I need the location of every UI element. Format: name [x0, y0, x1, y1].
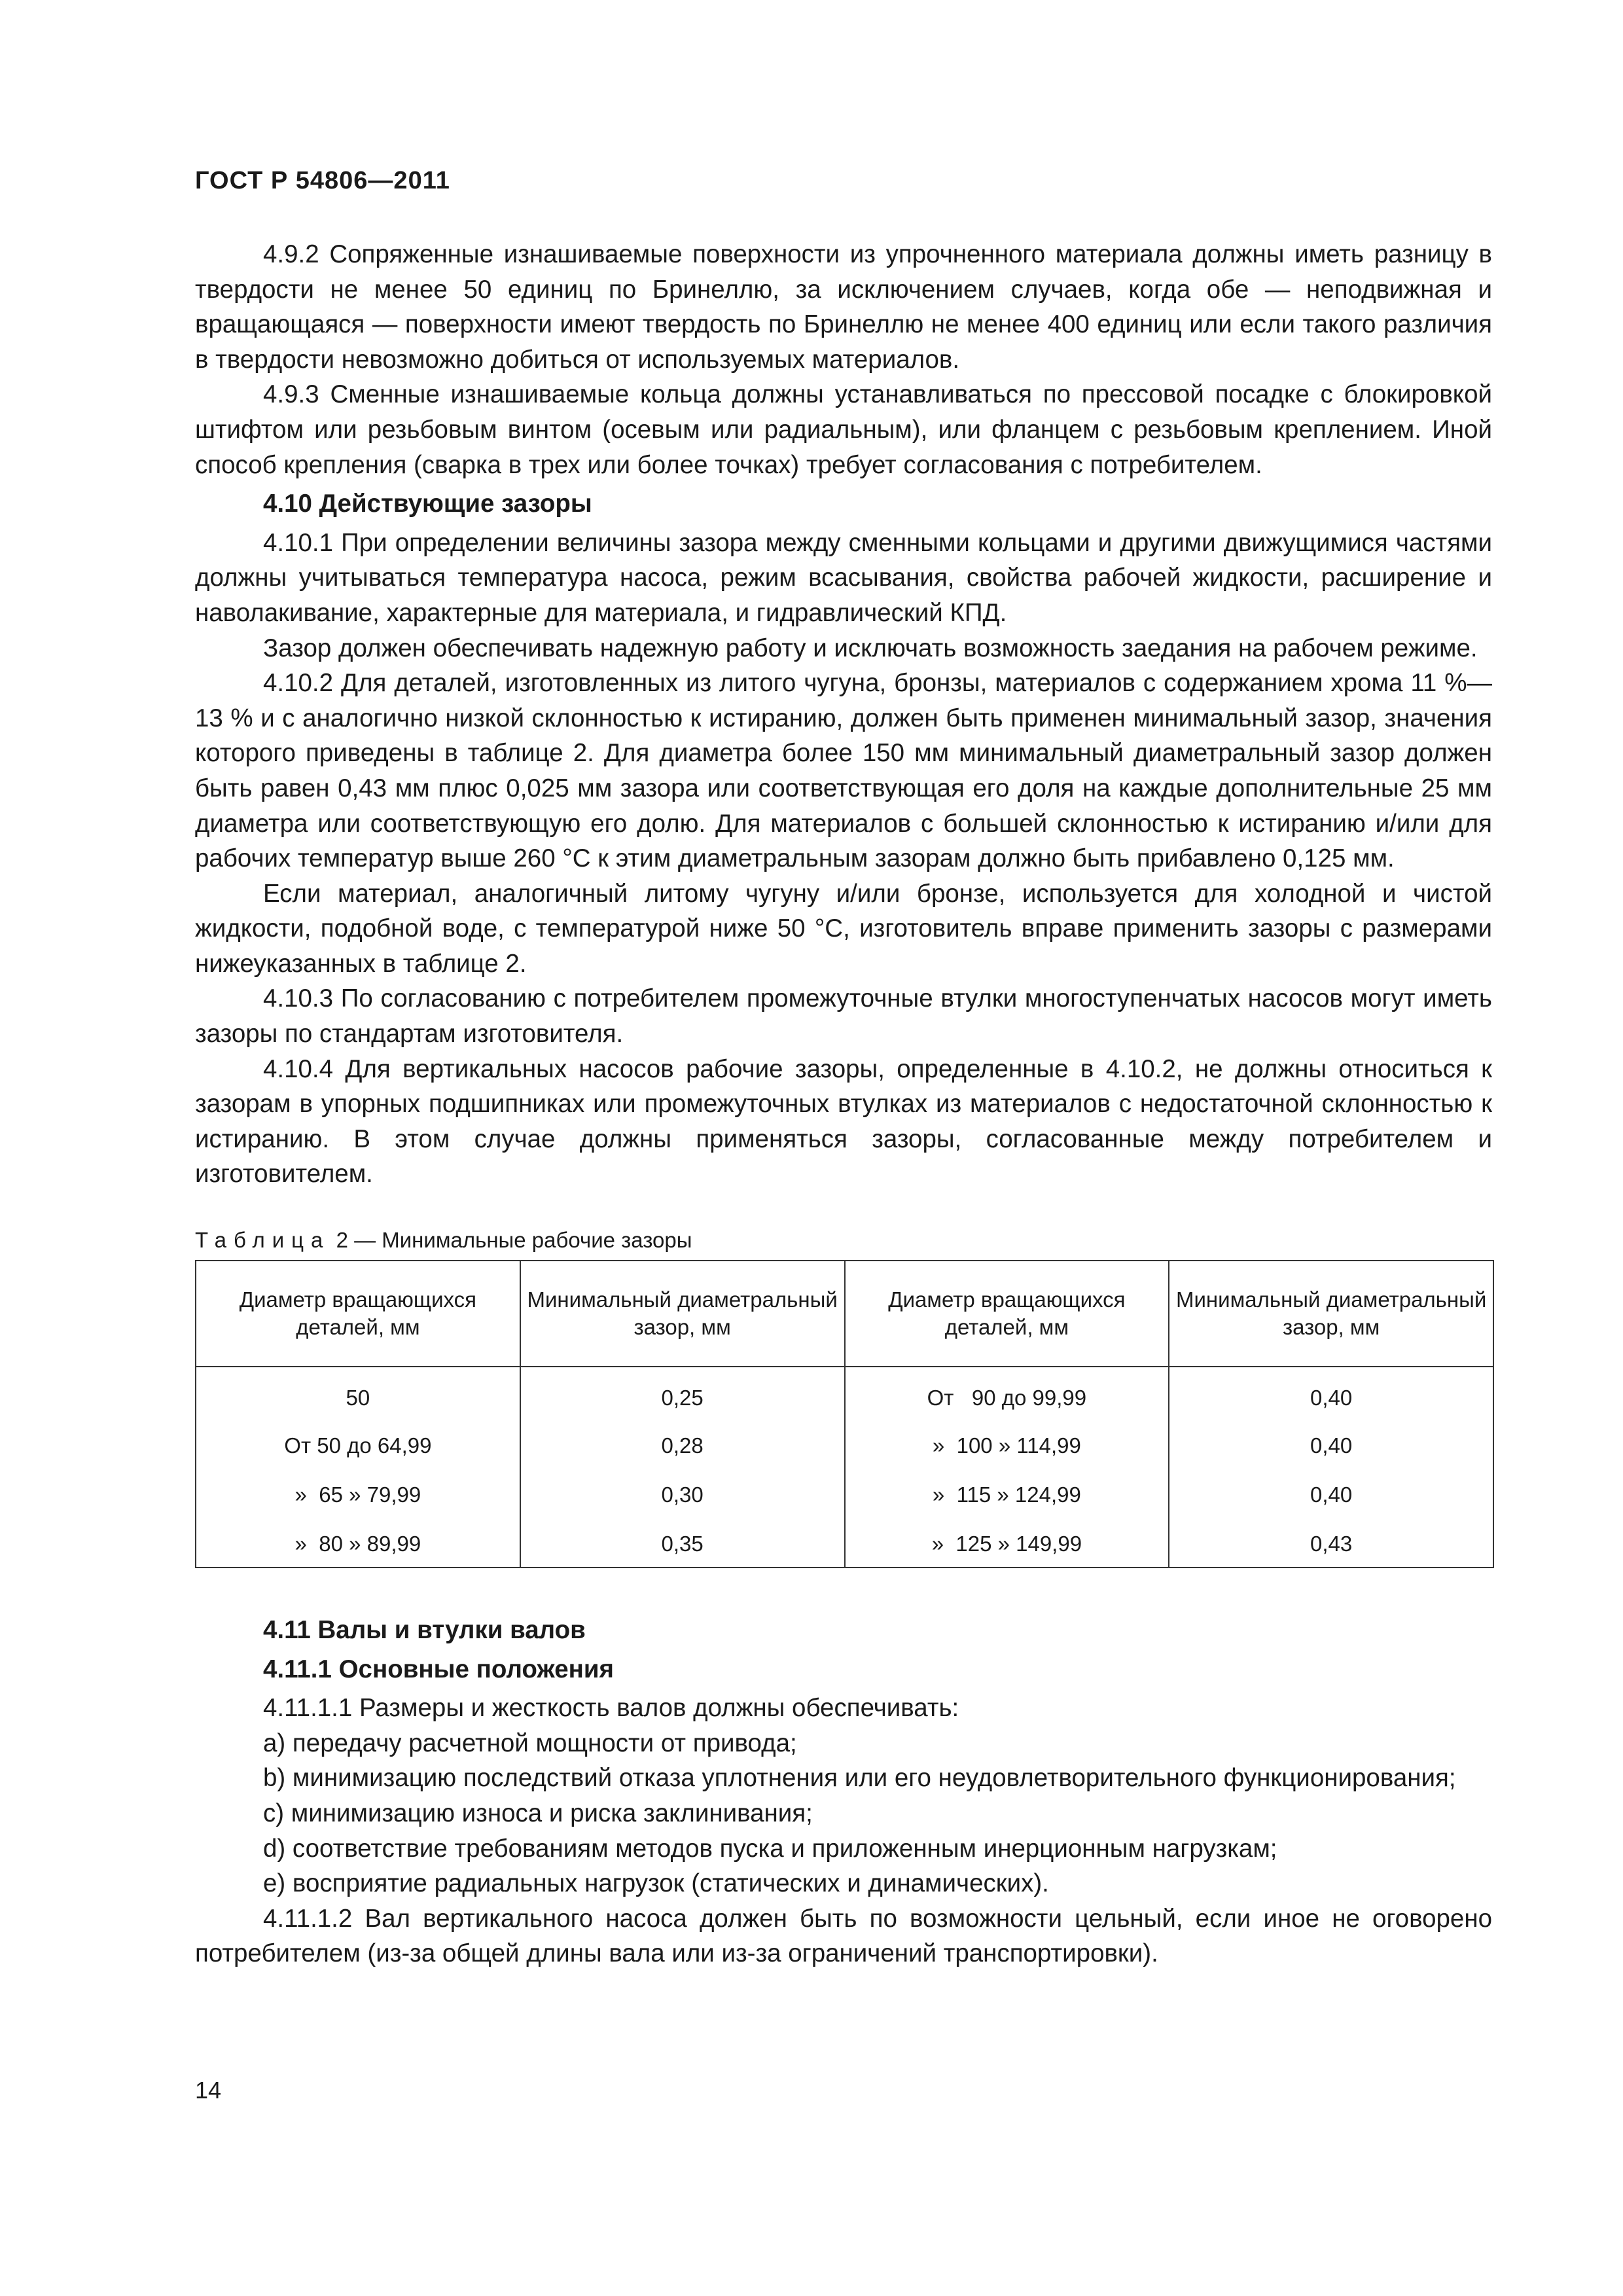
table-header-row [196, 1261, 1493, 1367]
paragraph: 4.9.2 Сопряженные изнашиваемые поверхности из упрочненного материала должны иметь разницу в твердости не менее 50 единиц по Бринеллю, за исключением случаев, когда обе — неподвижная и вращающаяся — поверхности имеют твердость по Бринеллю не менее 400 единиц или если такого различия в твердости невозможно добиться от используемых материалов. [195, 240, 1492, 374]
section-heading: 4.11.1 Основные положения [263, 1655, 615, 1683]
table-header-cell: Минимальный диаметральный зазор, мм [1169, 1261, 1493, 1367]
paragraph: c) минимизацию износа и риска заклинивания; [263, 1799, 813, 1827]
section-heading: 4.11 Валы и втулки валов [263, 1616, 586, 1645]
clearance-table [195, 1260, 1494, 1568]
paragraph: 4.10.2 Для деталей, изготовленных из литого чугуна, бронзы, материалов с содержанием хрома 11 %—13 % и с аналогично низкой склонностью к истиранию, должен быть применен минимальный зазор, значения которого приведены в таблице 2. Для диаметра более 150 мм минимальный диаметральный зазор должен быть равен 0,43 мм плюс 0,025 мм зазора или соответствующая его доля на каждые дополнительные 25 мм диаметра или соответствующую его долю. Для материалов с большей склонностью к истиранию и/или для рабочих температур выше 260 °С к этим диаметральным зазорам должно быть прибавлено 0,125 мм. [195, 669, 1492, 873]
paragraph: 4.10.4 Для вертикальных насосов рабочие зазоры, определенные в 4.10.2, не должны относиться к зазорам в упорных подшипниках или промежуточных втулках из материалов с недостаточной склонностью к истиранию. В этом случае должны применяться зазоры, согласованные между потребителем и изготовителем. [195, 1054, 1492, 1189]
table-cell: 0,25 [520, 1367, 845, 1420]
paragraph: 4.11.1.1 Размеры и жесткость валов должны обеспечивать: [263, 1694, 959, 1723]
table-caption-word: Таблица [195, 1228, 330, 1253]
table-cell: 0,28 [520, 1420, 845, 1469]
paragraph: a) передачу расчетной мощности от привода; [263, 1729, 797, 1757]
table-row [196, 1420, 1493, 1469]
table-cell: » 80 » 89,99 [196, 1518, 520, 1568]
document-code: ГОСТ Р 54806—2011 [195, 167, 450, 194]
table-cell: 50 [196, 1367, 520, 1420]
table-row [196, 1469, 1493, 1518]
table-cell: » 100 » 114,99 [845, 1420, 1169, 1469]
table-row [196, 1367, 1493, 1420]
paragraph: Зазор должен обеспечивать надежную работу и исключать возможность заедания на рабочем режиме. [263, 634, 1478, 662]
section-heading: 4.10 Действующие зазоры [263, 490, 592, 518]
table-cell: 0,43 [1169, 1518, 1493, 1568]
paragraph: Если материал, аналогичный литому чугуну и/или бронзе, используется для холодной и чистой жидкости, подобной воде, с температурой ниже 50 °С, изготовитель вправе применить зазоры с размерами нижеуказанных в таблице 2. [195, 879, 1492, 978]
table-caption [195, 1227, 1492, 1253]
table-header-cell: Минимальный диаметральный зазор, мм [520, 1261, 845, 1367]
page-number: 14 [195, 2077, 222, 2104]
table-cell: 0,30 [520, 1469, 845, 1518]
table-body [196, 1367, 1493, 1568]
paragraph: b) минимизацию последствий отказа уплотнения или его неудовлетворительного функционирования; [263, 1764, 1456, 1793]
table-cell: » 65 » 79,99 [196, 1469, 520, 1518]
body-text-top [195, 237, 1492, 1192]
table-cell: 0,40 [1169, 1469, 1493, 1518]
table-header-cell: Диаметр вращающихся деталей, мм [196, 1261, 520, 1367]
paragraph: 4.10.1 При определении величины зазора между сменными кольцами и другими движущимися частями должны учитываться температура насоса, режим всасывания, свойства рабочей жидкости, расширение и наволакивание, характерные для материала, и гидравлический КПД. [195, 528, 1492, 627]
table-header-cell: Диаметр вращающихся деталей, мм [845, 1261, 1169, 1367]
table-cell: От 90 до 99,99 [845, 1367, 1169, 1420]
table-cell: 0,40 [1169, 1420, 1493, 1469]
table-cell: 0,35 [520, 1518, 845, 1568]
paragraph: 4.11.1.2 Вал вертикального насоса должен быть по возможности цельный, если иное не оговорено потребителем (из-за общей длины вала или из-за ограничений транспортировки). [195, 1904, 1492, 1968]
paragraph: 4.9.3 Сменные изнашиваемые кольца должны устанавливаться по прессовой посадке с блокировкой штифтом или резьбовым винтом (осевым или радиальным), или фланцем с резьбовым креплением. Иной способ крепления (сварка в трех или более точках) требует согласования с потребителем. [195, 380, 1492, 479]
table-caption-title: 2 — Минимальные рабочие зазоры [336, 1228, 692, 1253]
paragraph: 4.10.3 По согласованию с потребителем промежуточные втулки многоступенчатых насосов могут иметь зазоры по стандартам изготовителя. [195, 984, 1492, 1049]
table-cell: » 115 » 124,99 [845, 1469, 1169, 1518]
table-cell: » 125 » 149,99 [845, 1518, 1169, 1568]
table-cell: От 50 до 64,99 [196, 1420, 520, 1469]
table-cell: 0,40 [1169, 1367, 1493, 1420]
paragraph: e) восприятие радиальных нагрузок (статических и динамических). [263, 1869, 1049, 1898]
table-row [196, 1518, 1493, 1568]
paragraph: d) соответствие требованиям методов пуска и приложенным инерционным нагрузкам; [263, 1834, 1277, 1863]
body-text-bottom [195, 1613, 1492, 1971]
